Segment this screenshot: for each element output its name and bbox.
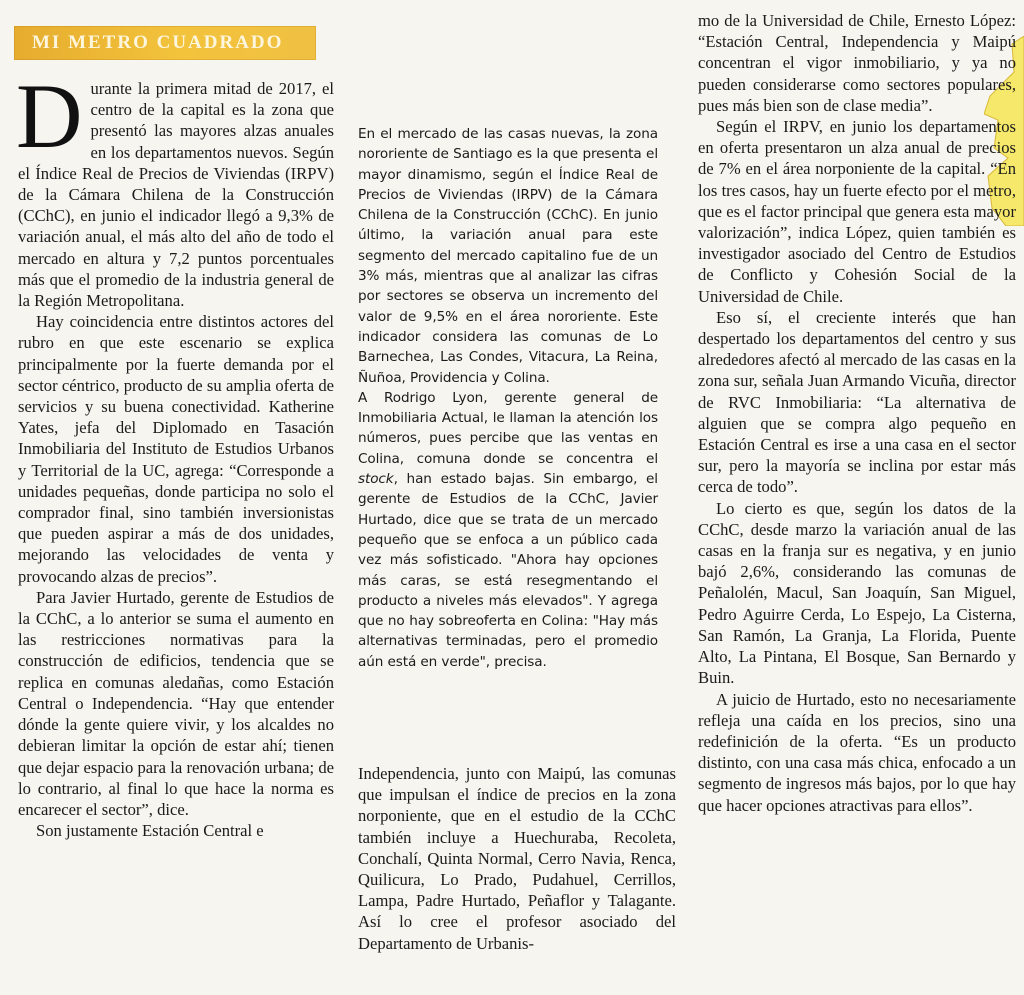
article-column-3 (698, 10, 1016, 816)
sidebar-box (358, 124, 658, 672)
sidebar-paragraph: En el mercado de las casas nuevas, la zona nororiente de Santiago es la que presenta el mayor dinamismo, según el Índice Real de Precios de Viviendas (IRPV) de la Cámara Chilena de la Construcción (CChC). En junio último, la variación anual para este segmento del mercado capitalino fue de un 3% más, mientras que al analizar las cifras por sectores se observa un incremento del valor de 9,5% en el área nororiente. Este indicador considera las comunas de Lo Barnechea, Las Condes, Vitacura, La Reina, Ñuñoa, Providencia y Colina. (358, 126, 658, 386)
sidebar-text: , han estado bajas. Sin embargo, el gerente de Estudios de la CChC, Javier Hurtado, dice que se trata de un mercado pequeño que se enfoca a un público cada vez más sofisticado. "Ahora hay opciones más caras, se está resegmentando el producto a niveles más elevados". Y agrega que no hay sobreoferta en Colina: "Hay más alternativas terminadas, pero el promedio aún está en verde", precisa. (358, 471, 658, 670)
paragraph: Según el IRPV, en junio los departamentos en oferta presentaron un alza anual de precios de 7% en el área norponiente de la capital. “En los tres casos, hay un fuerte efecto por el metro, que es el factor principal que genera esta mayor valorización”, indica López, quien también es investigador asociado del Centro de Estudios de Conflicto y Cohesión Social de la Universidad de Chile. (698, 117, 1016, 306)
paragraph-intro: urante la primera mitad de 2017, el centro de la capital es la zona que presentó las mayores alzas anuales en los departamentos nuevos. Según el Índice Real de Precios de Viviendas (IRPV) de la Cámara Chilena de la Construcción (CChC), en junio el indicador llegó a 9,3% de variación anual, el más alto del año de todo el mercado en altura y 7,2 puntos porcentuales más que el promedio de la industria general de la Región Metropolitana. (18, 79, 334, 311)
paragraph: Hay coincidencia entre distintos actores del rubro en que este escenario se explica principalmente por la fuerte demanda por el sector céntrico, producto de su amplia oferta de servicios y su buena conectividad. Katherine Yates, jefa del Diplomado en Tasación Inmobiliaria del Instituto de Estudios Urbanos y Territorial de la UC, agrega: “Corresponde a unidades pequeñas, donde participa no solo el comprador final, sino también inversionistas que pueden aspirar a más de dos unidades, mejorando las velocidades de venta y provocando alzas de precios”. (18, 312, 334, 586)
paragraph: Para Javier Hurtado, gerente de Estudios de la CChC, a lo anterior se suma el aumento en las restricciones normativas para la construcción de edificios, tendencia que se replica en comunas aledañas, como Estación Central o Independencia. “Hay que entender dónde la gente quiere vivir, y los alcaldes no debieran limitar la opción de estar ahí; tienen que dejar espacio para la renovación urbana; de lo contrario, al final lo que hace la norma es encarecer el sector”, dice. (18, 587, 334, 819)
sidebar-paragraph (358, 388, 658, 672)
article-column-1 (16, 65, 334, 841)
section-banner (14, 26, 316, 60)
article-column-2 (358, 763, 676, 954)
paragraph: Son justamente Estación Central e (36, 821, 264, 841)
sidebar-italic-word: stock (358, 471, 394, 488)
sidebar-text: A Rodrigo Lyon, gerente general de Inmobiliaria Actual, le llaman la atención los números, pues percibe que las ventas en Colina, comuna donde se concentra el (358, 389, 658, 467)
section-title: MI METRO CUADRADO (32, 32, 284, 53)
paragraph: Eso sí, el creciente interés que han despertado los departamentos del centro y sus alrededores afectó al mercado de las casas en la zona sur, señala Juan Armando Vicuña, director de RVC Inmobiliaria: “La alternativa de alguien que se compra algo pequeño en Estación Central es irse a una casa en el sector sur, pero la mayoría se inclina por estar más cerca de todo”. (698, 307, 1016, 497)
paragraph: Lo cierto es que, según los datos de la CChC, desde marzo la variación anual de las casas en la franja sur es negativa, y en junio bajó 2,6%, considerando las comunas de Peñalolén, Macul, San Joaquín, San Miguel, Pedro Aguirre Cerda, Lo Espejo, La Cisterna, San Ramón, La Granja, La Florida, Puente Alto, La Pintana, El Bosque, San Bernardo y Buin. (698, 498, 1016, 688)
paragraph: mo de la Universidad de Chile, Ernesto López: “Estación Central, Independencia y Maipú concentran el vigor inmobiliario, y ya no pueden considerarse como sectores populares, pues más bien son de clase media”. (698, 11, 1016, 115)
paragraph: Independencia, junto con Maipú, las comunas que impulsan el índice de precios en la zona norponiente, que en el estudio de la CChC también incluye a Huechuraba, Recoleta, Conchalí, Quinta Normal, Cerro Navia, Renca, Quilicura, Lo Prado, Pudahuel, Cerrillos, Lampa, Padre Hurtado, Peñaflor y Talagante. Así lo cree el profesor asociado del Departamento de Urbanis- (358, 764, 676, 953)
dropcap: D (16, 65, 83, 167)
paragraph: A juicio de Hurtado, esto no necesariamente refleja una caída en los precios, sino una redefinición de la oferta. “Es un producto distinto, con una casa más chica, enfocado a un segmento de ingresos más bajos, por lo que hay que hacer opciones atractivas para ellos”. (698, 689, 1016, 815)
